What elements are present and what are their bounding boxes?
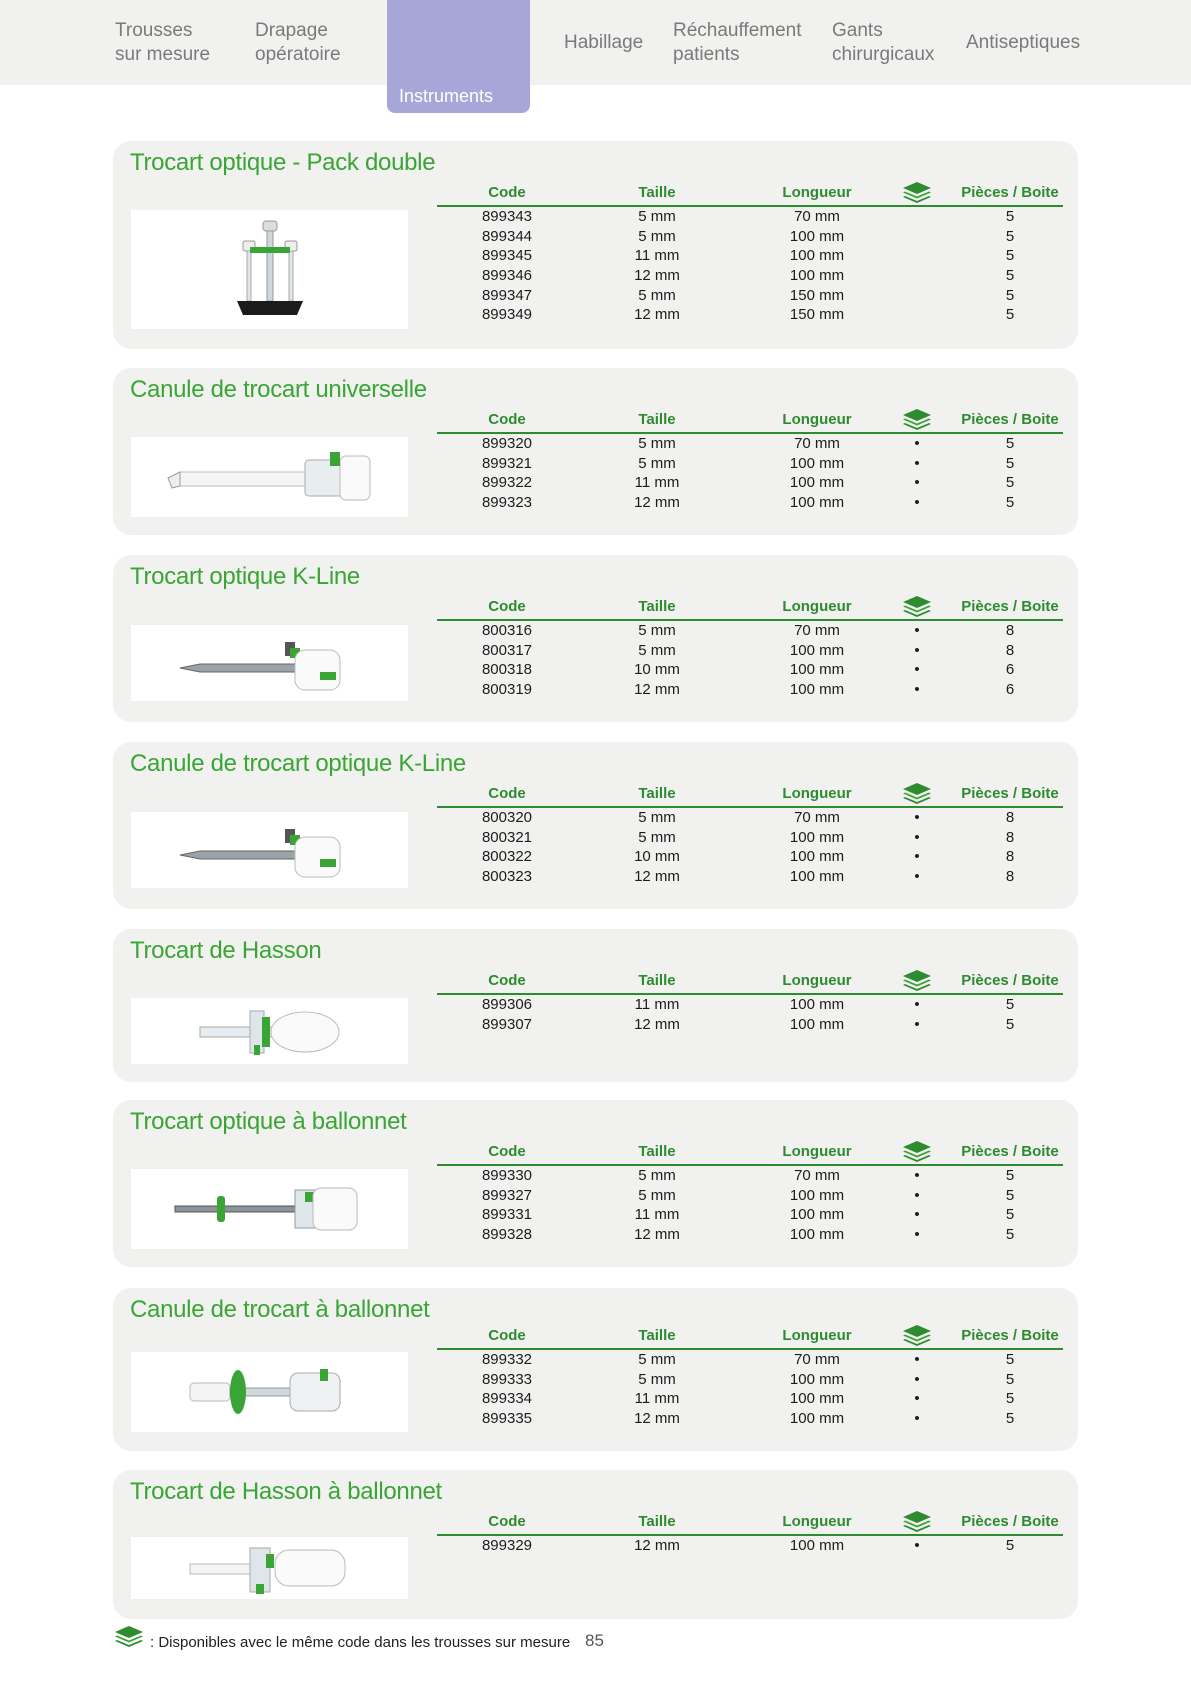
table-row (437, 227, 1063, 247)
product-table (437, 1324, 1063, 1429)
cell-code: 899345 (481, 247, 533, 265)
cell-pieces: 5 (1005, 1167, 1015, 1184)
cell-pieces: 5 (1005, 227, 1015, 245)
cell-longueur: 100 mm (789, 474, 845, 492)
cell-taille: 11 mm (634, 474, 680, 492)
table-row (437, 207, 1063, 227)
cell-availability: • (914, 661, 920, 679)
table-row (437, 808, 1063, 828)
table-row (437, 434, 1063, 454)
cell-taille: 10 mm (634, 661, 680, 679)
header-taille: Taille (638, 184, 676, 201)
nav-item-drapage[interactable]: Drapage opératoire (255, 20, 341, 65)
cell-longueur: 100 mm (789, 1206, 845, 1224)
product-table (437, 782, 1063, 887)
table-row (437, 847, 1063, 867)
table-row (437, 454, 1063, 474)
product-card (113, 555, 1078, 722)
cell-pieces: 5 (1005, 208, 1015, 225)
nav-item-gants[interactable]: Gants chirurgicaux (832, 20, 935, 65)
table-row (437, 473, 1063, 493)
cell-longueur: 100 mm (789, 641, 845, 659)
table-row (437, 1409, 1063, 1429)
table-header (437, 782, 1063, 808)
cell-taille: 5 mm (638, 809, 676, 826)
cell-pieces: 5 (1005, 474, 1015, 492)
product-title: Trocart optique K-Line (130, 563, 360, 590)
page-number: 85 (585, 1631, 604, 1650)
header-taille: Taille (638, 1143, 676, 1160)
product-title: Trocart de Hasson à ballonnet (130, 1478, 442, 1505)
stack-layers-icon (897, 1510, 937, 1538)
cell-availability: • (914, 868, 920, 886)
product-table (437, 181, 1063, 325)
cell-taille: 5 mm (638, 622, 676, 639)
cell-code: 899306 (481, 996, 533, 1013)
nav-item-instruments-active[interactable] (387, 0, 530, 113)
header-longueur: Longueur (782, 1143, 852, 1160)
cell-pieces: 5 (1005, 1390, 1015, 1408)
header-code: Code (488, 598, 526, 615)
cell-taille: 12 mm (634, 306, 680, 324)
table-row (437, 1389, 1063, 1409)
cell-longueur: 70 mm (794, 809, 840, 826)
cell-availability: • (914, 828, 920, 846)
cell-availability: • (914, 1167, 920, 1184)
cell-pieces: 8 (1005, 868, 1015, 886)
cell-pieces: 6 (1005, 661, 1015, 679)
header-code: Code (488, 184, 526, 201)
product-table (437, 408, 1063, 513)
product-title: Trocart de Hasson (130, 937, 322, 964)
product-table (437, 1510, 1063, 1556)
cell-taille: 5 mm (638, 454, 676, 472)
table-row (437, 828, 1063, 848)
cell-availability: • (914, 1351, 920, 1368)
cell-code: 899330 (481, 1167, 533, 1184)
product-card (113, 1288, 1078, 1451)
stack-layers-icon (113, 1625, 145, 1654)
table-header (437, 1510, 1063, 1536)
cell-pieces: 5 (1005, 494, 1015, 512)
header-pieces: Pièces / Boite (961, 184, 1059, 201)
product-card (113, 141, 1078, 349)
table-row (437, 305, 1063, 325)
cell-pieces: 5 (1005, 306, 1015, 324)
header-longueur: Longueur (782, 184, 852, 201)
header-longueur: Longueur (782, 598, 852, 615)
table-row (437, 1370, 1063, 1390)
cell-longueur: 100 mm (789, 828, 845, 846)
cell-availability: • (914, 454, 920, 472)
cell-taille: 10 mm (634, 848, 680, 866)
cell-pieces: 5 (1005, 1370, 1015, 1388)
header-pieces: Pièces / Boite (961, 411, 1059, 428)
cell-longueur: 70 mm (794, 208, 840, 225)
header-taille: Taille (638, 972, 676, 989)
cell-longueur: 100 mm (789, 1390, 845, 1408)
cell-code: 899343 (481, 208, 533, 225)
product-image (131, 1537, 408, 1599)
product-card (113, 1470, 1078, 1619)
cell-taille: 12 mm (634, 1410, 680, 1428)
cell-availability: • (914, 1410, 920, 1428)
cell-taille: 12 mm (634, 868, 680, 886)
header-code: Code (488, 1327, 526, 1344)
product-card (113, 742, 1078, 909)
cell-pieces: 5 (1005, 435, 1015, 452)
cell-pieces: 5 (1005, 286, 1015, 304)
cell-longueur: 100 mm (789, 681, 845, 699)
table-row (437, 493, 1063, 513)
cell-pieces: 6 (1005, 681, 1015, 699)
availability-footnote: : Disponibles avec le même code dans les trousses sur mesure (150, 1634, 571, 1651)
product-image (131, 998, 408, 1064)
nav-item-rechauffement[interactable]: Réchauffement patients (673, 20, 802, 65)
cell-pieces: 5 (1005, 247, 1015, 265)
cell-pieces: 8 (1005, 828, 1015, 846)
cell-code: 800321 (481, 828, 533, 846)
nav-item-antiseptiques[interactable]: Antiseptiques (966, 32, 1081, 53)
header-code: Code (488, 1143, 526, 1160)
cell-pieces: 5 (1005, 1537, 1015, 1554)
product-table (437, 1140, 1063, 1245)
cell-pieces: 8 (1005, 622, 1015, 639)
cell-longueur: 150 mm (789, 306, 845, 324)
table-row (437, 246, 1063, 266)
product-title: Canule de trocart à ballonnet (130, 1296, 430, 1323)
cell-taille: 12 mm (634, 267, 680, 285)
cell-code: 899349 (481, 306, 533, 324)
table-header (437, 1324, 1063, 1350)
cell-code: 899344 (481, 227, 533, 245)
product-image (131, 1169, 408, 1249)
table-row (437, 641, 1063, 661)
cell-taille: 5 mm (638, 1167, 676, 1184)
table-header (437, 181, 1063, 207)
cell-pieces: 8 (1005, 809, 1015, 826)
cell-code: 899335 (481, 1410, 533, 1428)
cell-availability: • (914, 1015, 920, 1033)
cell-longueur: 100 mm (789, 1410, 845, 1428)
cell-code: 899322 (481, 474, 533, 492)
cell-availability: • (914, 1390, 920, 1408)
cell-taille: 5 mm (638, 227, 676, 245)
product-image (131, 812, 408, 888)
header-taille: Taille (638, 411, 676, 428)
cell-longueur: 70 mm (794, 1351, 840, 1368)
cell-longueur: 100 mm (789, 661, 845, 679)
cell-availability: • (914, 494, 920, 512)
cell-taille: 5 mm (638, 1370, 676, 1388)
table-row (437, 1350, 1063, 1370)
product-title: Trocart optique - Pack double (130, 149, 436, 176)
cell-pieces: 8 (1005, 848, 1015, 866)
table-row (437, 266, 1063, 286)
cell-longueur: 100 mm (789, 1370, 845, 1388)
cell-longueur: 100 mm (789, 996, 845, 1013)
cell-code: 899332 (481, 1351, 533, 1368)
cell-taille: 12 mm (634, 1537, 680, 1554)
nav-item-trousses[interactable]: Trousses sur mesure (115, 20, 211, 65)
table-row (437, 1536, 1063, 1556)
table-header (437, 969, 1063, 995)
cell-longueur: 100 mm (789, 267, 845, 285)
cell-taille: 11 mm (634, 1390, 680, 1408)
header-pieces: Pièces / Boite (961, 598, 1059, 615)
cell-availability: • (914, 996, 920, 1013)
top-navigation (0, 0, 1191, 106)
cell-taille: 5 mm (638, 208, 676, 225)
table-row (437, 680, 1063, 700)
cell-longueur: 100 mm (789, 848, 845, 866)
product-title: Canule de trocart optique K-Line (130, 750, 466, 777)
table-header (437, 595, 1063, 621)
cell-code: 899347 (481, 286, 533, 304)
cell-pieces: 5 (1005, 1015, 1015, 1033)
cell-availability: • (914, 474, 920, 492)
table-row (437, 1015, 1063, 1035)
cell-availability: • (914, 1537, 920, 1554)
header-code: Code (488, 785, 526, 802)
header-longueur: Longueur (782, 1513, 852, 1530)
cell-pieces: 5 (1005, 996, 1015, 1013)
stack-layers-icon (897, 782, 937, 810)
cell-taille: 5 mm (638, 828, 676, 846)
cell-taille: 5 mm (638, 641, 676, 659)
product-image (131, 210, 408, 329)
cell-code: 800320 (481, 809, 533, 826)
cell-taille: 12 mm (634, 1226, 680, 1244)
header-pieces: Pièces / Boite (961, 1143, 1059, 1160)
cell-pieces: 5 (1005, 267, 1015, 285)
cell-availability: • (914, 848, 920, 866)
cell-longueur: 100 mm (789, 868, 845, 886)
cell-longueur: 100 mm (789, 494, 845, 512)
product-image (131, 625, 408, 701)
nav-item-label: Instruments (399, 86, 494, 106)
cell-code: 899320 (481, 435, 533, 452)
cell-longueur: 70 mm (794, 1167, 840, 1184)
cell-pieces: 5 (1005, 454, 1015, 472)
cell-longueur: 100 mm (789, 1015, 845, 1033)
header-pieces: Pièces / Boite (961, 972, 1059, 989)
cell-longueur: 70 mm (794, 435, 840, 452)
cell-pieces: 5 (1005, 1351, 1015, 1368)
cell-pieces: 5 (1005, 1410, 1015, 1428)
cell-code: 899327 (481, 1186, 533, 1204)
cell-longueur: 100 mm (789, 1186, 845, 1204)
cell-taille: 12 mm (634, 681, 680, 699)
cell-code: 899323 (481, 494, 533, 512)
header-pieces: Pièces / Boite (961, 1327, 1059, 1344)
cell-code: 800316 (481, 622, 533, 639)
cell-longueur: 150 mm (789, 286, 845, 304)
cell-availability: • (914, 1206, 920, 1224)
stack-layers-icon (897, 408, 937, 436)
cell-code: 899328 (481, 1226, 533, 1244)
cell-taille: 5 mm (638, 1186, 676, 1204)
header-pieces: Pièces / Boite (961, 1513, 1059, 1530)
cell-code: 899321 (481, 454, 533, 472)
cell-taille: 11 mm (634, 247, 680, 265)
cell-availability: • (914, 1370, 920, 1388)
cell-taille: 12 mm (634, 1015, 680, 1033)
product-image (131, 437, 408, 517)
header-taille: Taille (638, 1327, 676, 1344)
cell-code: 800323 (481, 868, 533, 886)
table-row (437, 995, 1063, 1015)
header-longueur: Longueur (782, 785, 852, 802)
cell-availability: • (914, 435, 920, 452)
cell-taille: 5 mm (638, 435, 676, 452)
cell-longueur: 100 mm (789, 1537, 845, 1554)
header-longueur: Longueur (782, 411, 852, 428)
table-row (437, 286, 1063, 306)
stack-layers-icon (897, 1140, 937, 1168)
product-card (113, 368, 1078, 535)
cell-code: 800322 (481, 848, 533, 866)
cell-pieces: 5 (1005, 1226, 1015, 1244)
product-table (437, 595, 1063, 700)
cell-taille: 5 mm (638, 286, 676, 304)
cell-longueur: 100 mm (789, 454, 845, 472)
cell-availability: • (914, 641, 920, 659)
table-row (437, 621, 1063, 641)
cell-pieces: 5 (1005, 1206, 1015, 1224)
cell-longueur: 70 mm (794, 622, 840, 639)
cell-pieces: 5 (1005, 1186, 1015, 1204)
product-table (437, 969, 1063, 1034)
table-header (437, 408, 1063, 434)
header-code: Code (488, 1513, 526, 1530)
header-longueur: Longueur (782, 1327, 852, 1344)
table-header (437, 1140, 1063, 1166)
header-taille: Taille (638, 785, 676, 802)
cell-longueur: 100 mm (789, 227, 845, 245)
cell-code: 899333 (481, 1370, 533, 1388)
cell-taille: 5 mm (638, 1351, 676, 1368)
nav-item-habillage[interactable]: Habillage (564, 32, 644, 53)
cell-longueur: 100 mm (789, 247, 845, 265)
stack-layers-icon (897, 181, 937, 209)
product-title: Trocart optique à ballonnet (130, 1108, 407, 1135)
cell-code: 899334 (481, 1390, 533, 1408)
cell-code: 800319 (481, 681, 533, 699)
cell-availability: • (914, 1186, 920, 1204)
table-row (437, 660, 1063, 680)
stack-layers-icon (897, 1324, 937, 1352)
header-code: Code (488, 411, 526, 428)
product-card (113, 929, 1078, 1082)
cell-availability: • (914, 809, 920, 826)
stack-layers-icon (897, 969, 937, 997)
table-row (437, 1166, 1063, 1186)
cell-taille: 11 mm (634, 1206, 680, 1224)
header-longueur: Longueur (782, 972, 852, 989)
table-row (437, 1205, 1063, 1225)
product-title: Canule de trocart universelle (130, 376, 427, 403)
table-row (437, 1186, 1063, 1206)
cell-code: 800317 (481, 641, 533, 659)
cell-taille: 11 mm (634, 996, 680, 1013)
product-card (113, 1100, 1078, 1267)
cell-code: 899346 (481, 267, 533, 285)
table-row (437, 1225, 1063, 1245)
cell-availability: • (914, 681, 920, 699)
cell-code: 899307 (481, 1015, 533, 1033)
table-row (437, 867, 1063, 887)
cell-pieces: 8 (1005, 641, 1015, 659)
cell-availability: • (914, 1226, 920, 1244)
header-pieces: Pièces / Boite (961, 785, 1059, 802)
cell-code: 899331 (481, 1206, 533, 1224)
cell-code: 899329 (481, 1537, 533, 1554)
product-image (131, 1352, 408, 1432)
cell-taille: 12 mm (634, 494, 680, 512)
header-code: Code (488, 972, 526, 989)
header-taille: Taille (638, 598, 676, 615)
cell-longueur: 100 mm (789, 1226, 845, 1244)
stack-layers-icon (897, 595, 937, 623)
cell-availability: • (914, 622, 920, 639)
cell-code: 800318 (481, 661, 533, 679)
header-taille: Taille (638, 1513, 676, 1530)
